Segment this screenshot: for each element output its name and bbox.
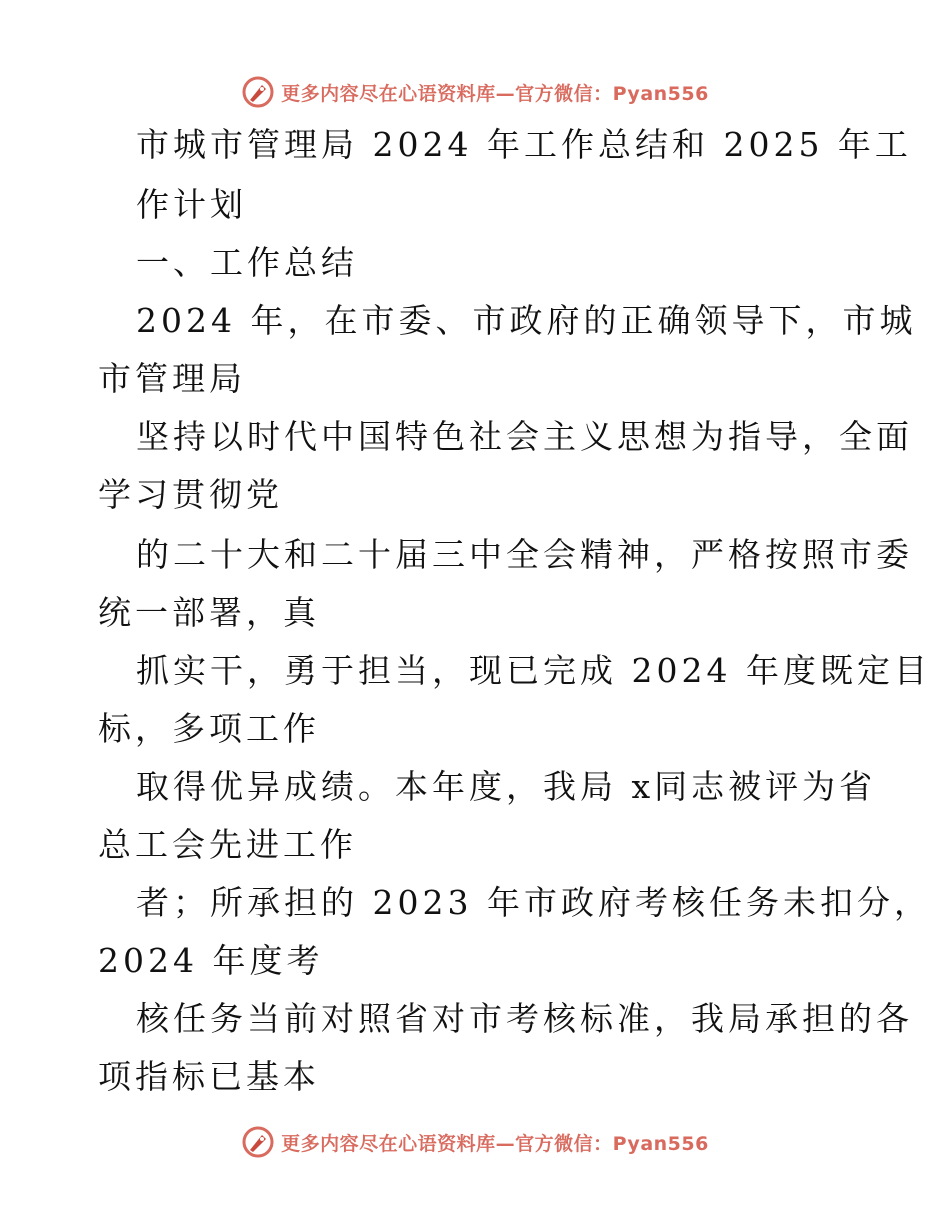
text-line: 项指标已基本 [98,1057,320,1096]
watermark-text: 更多内容尽在心语资料库—官方微信：Pyan556 [281,82,709,105]
text-line: 总工会先进工作 [98,825,357,864]
header-watermark [0,72,950,112]
text-line: 坚持以时代中国特色社会主义思想为指导，全面 [136,417,913,456]
text-line: 市管理局 [98,359,246,398]
pen-nib-logo-icon [241,1125,275,1159]
text-line: 取得优异成绩。本年度，我局 x同志被评为省 [136,767,877,806]
text-line: 统一部署，真 [98,593,320,632]
text-line: 抓实干，勇于担当，现已完成 2024 年度既定目 [136,651,931,690]
text-line: 的二十大和二十届三中全会精神，严格按照市委 [136,535,913,574]
text-line: 者；所承担的 2023 年市政府考核任务未扣分， [136,883,931,922]
text-line: 学习贯彻党 [98,475,283,514]
watermark-text: 更多内容尽在心语资料库—官方微信：Pyan556 [281,1132,709,1155]
footer-watermark [0,1122,950,1162]
text-line: 核任务当前对照省对市考核标准，我局承担的各 [136,999,913,1038]
text-line: 标，多项工作 [98,709,320,748]
section-heading: 一、工作总结 [136,243,358,282]
pen-nib-logo-icon [241,75,275,109]
title-line-1: 市城市管理局 2024 年工作总结和 2025 年工 [136,125,912,164]
text-line: 2024 年度考 [98,941,324,980]
title-line-2: 作计划 [136,185,247,224]
text-line: 2024 年，在市委、市政府的正确领导下，市城 [136,301,917,340]
